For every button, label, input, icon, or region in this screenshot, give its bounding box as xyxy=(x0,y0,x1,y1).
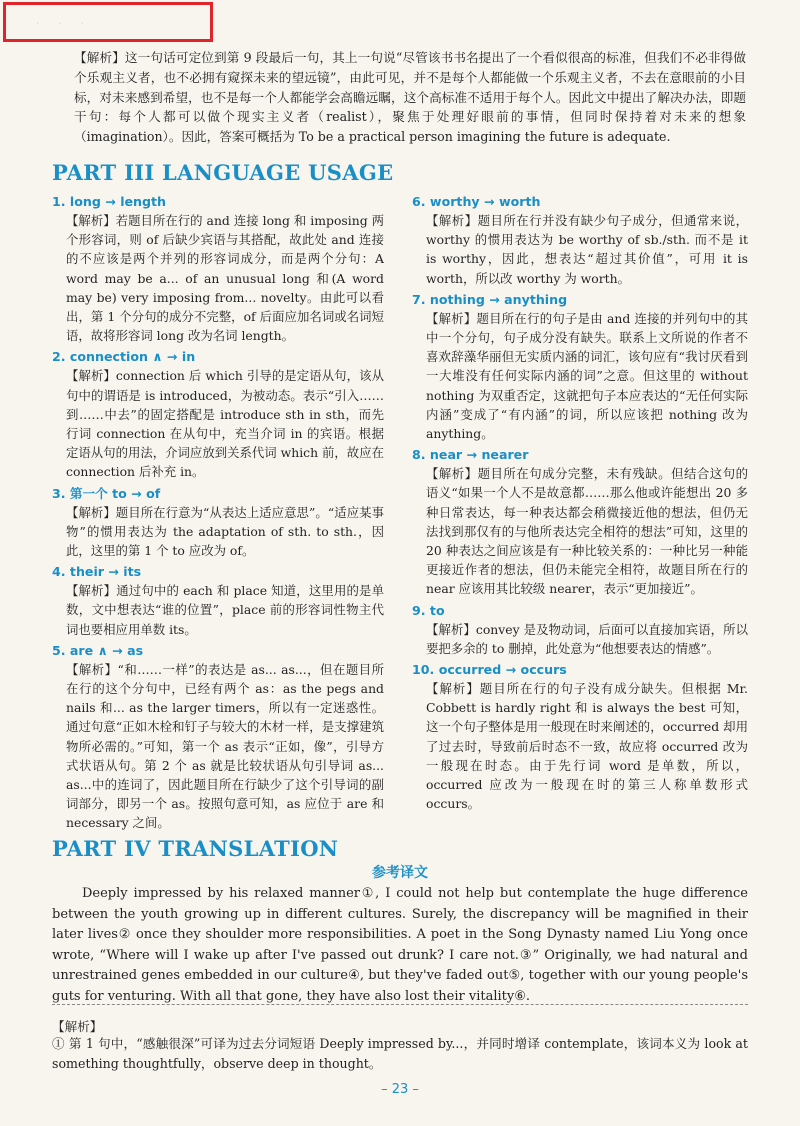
page-number: – 23 – xyxy=(381,1082,419,1097)
answer-explanation: 【解析】题目所在行的句子是由 and 连接的并列句中的其中一个分句，句子成分没有缺失。联系上文所说的作者不喜欢辞藻华丽但无实质内涵的词汇，该句应有“我讨厌看到一大堆没有任何实际内涵的词”之意。但这里的 without nothing 为双重否定，这就把句子本应表达的“无任何实际内涵”变成了“有内涵”的词，所以应该把 nothing 改为 anything。 xyxy=(426,310,748,442)
dashed-divider xyxy=(52,1004,748,1005)
answer-item-9 xyxy=(412,601,748,658)
answer-heading: 4. their → its xyxy=(52,564,142,580)
answer-heading: 2. connection ∧ → in xyxy=(52,349,196,365)
answer-item-1 xyxy=(52,192,384,345)
left-column xyxy=(52,192,384,835)
answer-explanation: 【解析】题目所在行意为“从表达上适应意思”。“适应某事物”的惯用表达为 the adaptation of sth. to sth.，因此，这里的第 1 个 to 应改为 of。 xyxy=(66,504,384,559)
answer-heading: 9. to xyxy=(412,602,445,618)
answer-heading: 10. occurred → occurs xyxy=(412,662,567,678)
answer-heading: 1. long → length xyxy=(52,194,167,209)
answer-explanation: 【解析】connection 后 which 引导的是定语从句，该从句中的谓语是 is introduced，为被动态。表示“引入……到……中去”的固定搭配是 introduce sth in sth，而先行词 connection 在从句中，充当介词 in 的宾语。根据定语从句的用法，介词应放到关系代词 which 前，故应在 connection 后补充 in。 xyxy=(66,368,384,480)
answer-explanation: 【解析】题目所在句成分完整，未有残缺。但结合这句的语义“如果一个人不是故意都……那么他或许能想出 20 多种日常表达，每一种表达都会稍微接近他的想法，但仍无法找到那仅有的与他所表达完全相符的想法”可知，这里的 20 种表达之间应该是有一种比较关系的：一种比另一种能更接近作者的想法，但仍未能完全相符，故题目所在行的 near 应该用其比较级 nearer，表示“更加接近”。 xyxy=(426,466,748,597)
red-highlight-box xyxy=(3,2,213,42)
answer-item-7 xyxy=(412,290,748,443)
answer-heading: 5. are ∧ → as xyxy=(52,642,144,658)
answer-explanation: 【解析】convey 是及物动词，后面可以直接加宾语，所以要把多余的 to 删掉，此处意为“他想要表达的情感”。 xyxy=(426,621,748,656)
answer-heading: 7. nothing → anything xyxy=(412,291,568,307)
answer-item-2 xyxy=(52,347,384,481)
answer-heading: 6. worthy → worth xyxy=(412,194,541,209)
answer-explanation: 【解析】若题目所在行的 and 连接 long 和 imposing 两个形容词，则 of 后缺少宾语与其搭配，故此处 and 连接的不应该是两个并列的形容词成分，而是两个分句：A word may be a... of an unusual long 和(A word may be) very imposing from... novelty。由此可以看出，第 1 个分句的成分不完整，of 后面应加名词或名词短语，故将形容词 long 改为名词 length。 xyxy=(66,213,384,344)
answer-heading: 3. 第一个 to → of xyxy=(52,485,161,501)
answer-item-6 xyxy=(412,192,748,288)
answer-item-4 xyxy=(52,562,384,639)
note-heading: 【解析】 xyxy=(52,1019,103,1034)
part3-heading: PART III LANGUAGE USAGE xyxy=(52,160,394,185)
part4-heading: PART IV TRANSLATION xyxy=(52,836,339,861)
answer-explanation: 【解析】题目所在行的句子没有成分缺失。但根据 Mr. Cobbett is hardly right 和 is always the best 可知，这一个句子整体是用一般现在时来阐述的，occurred 却用了过去时，导致前后时态不一致，故应将 occurred 改为一般现在时态。由于先行词 word 是单数，所以，occurred 应改为一般现在时的第三人称单数形式 occurs。 xyxy=(426,681,748,812)
reference-translation-title: 参考译文 xyxy=(372,865,428,881)
answer-item-5 xyxy=(52,641,384,833)
answer-item-10 xyxy=(412,660,748,813)
right-column xyxy=(412,192,748,815)
answer-heading: 8. near → nearer xyxy=(412,447,529,463)
answer-explanation: 【解析】通过句中的 each 和 place 知道，这里用的是单数，文中想表达“谁的位置”，place 前的形容词性物主代词也要相应用单数 its。 xyxy=(66,583,384,637)
answer-item-3 xyxy=(52,484,384,561)
answer-explanation: 【解析】“和……一样”的表达是 as... as...，但在题目所在行的这个分句中，已经有两个 as：as the pegs and nails 和... as the larger timers，所以有一定迷惑性。通过句意“正如木栓和钉子与较大的木材一样，是支撑建筑物所必需的。”可知，第一个 as 表示“正如，像”，引导方式状语从句。第 2 个 as 就是比较状语从句引导词 as... as...中的连词了，因此题目所在行缺少了这个引导词的副词部分，即另一个 as。按照句意可知，as 应位于 are 和 necessary 之间。 xyxy=(66,661,384,831)
top-analysis-paragraph: 【解析】这一句话可定位到第 9 段最后一句，其上一句说“尽管该书书名提出了一个看似很高的标准，但我们不必非得做个乐观主义者，也不必拥有窥探未来的望远镜”，由此可见，并不是每个人都能做一个乐观主义者，不去在意眼前的小目标，对未来感到希望，也不是每一个人都能学会高瞻远瞩，这个高标准不适用于每个人。因此文中提出了解决办法，即题干句：每个人都可以做个现实主义者（realist），聚焦于处理好眼前的事情，但同时保持着对未来的想象（imagination）。因此，答案可概括为 To be a practical person imagining the future is adequate. xyxy=(74,50,746,145)
translation-paragraph: Deeply impressed by his relaxed manner①, I could not help but contemplate the huge difference between the youth growing up in different cultures. Surely, the discrepancy will be magnified in their later lives② once they shoulder more responsibilities. A poet in the Song Dynasty named Liu Yong once wrote, “Where will I wake up after I've passed out drunk? I care not.③” Originally, we had natural and unrestrained genes embedded in our culture④, but they've faded out⑤, together with our young people's guts for venturing. With all that gone, they have also lost their vitality⑥. xyxy=(52,886,748,1004)
faint-header-text: · · · xyxy=(36,19,92,30)
answer-item-8 xyxy=(412,445,748,598)
answer-explanation: 【解析】题目所在行并没有缺少句子成分，但通常来说，worthy 的惯用表达为 be worthy of sb./sth. 而不是 it is worthy，因此，想表达“超过其价值”，可用 it is worth，所以改 worthy 为 worth。 xyxy=(426,213,748,286)
note-item-1: ① 第 1 句中，“感触很深”可译为过去分词短语 Deeply impressed by...，并同时增译 contemplate，该词本义为 look at something thoughtfully，observe deep in thought。 xyxy=(52,1036,748,1071)
